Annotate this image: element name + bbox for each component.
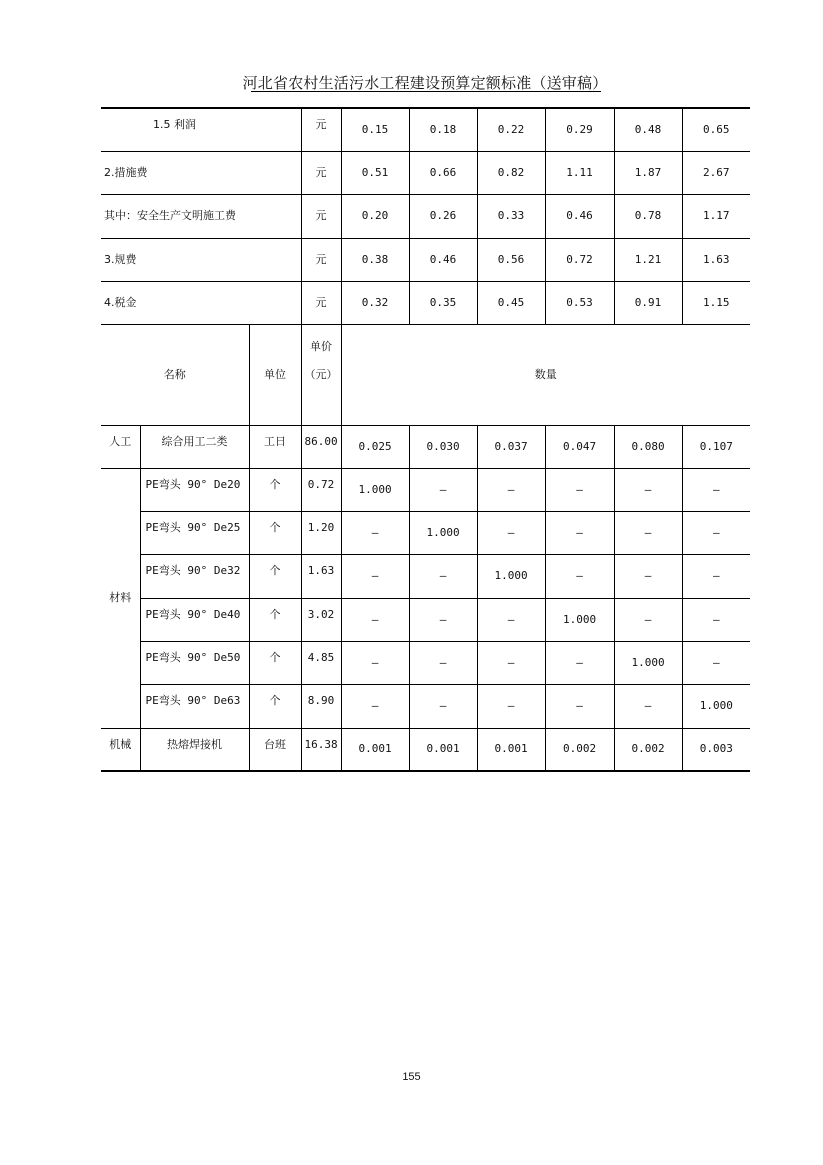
machinery-price: 16.38 (301, 728, 341, 771)
material-value: – (477, 511, 545, 554)
labor-value: 0.025 (341, 425, 409, 468)
material-value: – (477, 468, 545, 511)
fee-row-tax (101, 281, 750, 324)
material-name: PE弯头 90° De40 (140, 598, 249, 641)
material-name: PE弯头 90° De20 (140, 468, 249, 511)
material-value: 1.000 (682, 684, 750, 728)
header-name: 名称 (101, 324, 249, 425)
labor-row (101, 425, 750, 468)
material-row (101, 554, 750, 598)
material-name: PE弯头 90° De63 (140, 684, 249, 728)
fee-value: 1.15 (682, 281, 750, 324)
material-value: – (477, 598, 545, 641)
machinery-value: 0.001 (341, 728, 409, 771)
fee-value: 0.78 (614, 194, 682, 238)
material-price: 8.90 (301, 684, 341, 728)
machinery-unit: 台班 (249, 728, 301, 771)
fee-value: 1.21 (614, 238, 682, 281)
fee-name: 1.5 利润 (101, 108, 301, 151)
material-value: 1.000 (545, 598, 614, 641)
title-underline (251, 91, 601, 92)
labor-name: 综合用工二类 (140, 425, 249, 468)
material-price: 1.20 (301, 511, 341, 554)
fee-value: 0.82 (477, 151, 545, 194)
fee-value: 0.46 (409, 238, 477, 281)
fee-unit: 元 (301, 238, 341, 281)
fee-value: 0.46 (545, 194, 614, 238)
fee-row-regulatory (101, 238, 750, 281)
fee-unit: 元 (301, 281, 341, 324)
fee-value: 0.38 (341, 238, 409, 281)
fee-unit: 元 (301, 194, 341, 238)
material-value: – (341, 641, 409, 684)
fee-row-safety (101, 194, 750, 238)
material-name: PE弯头 90° De25 (140, 511, 249, 554)
material-row (101, 598, 750, 641)
fee-value: 2.67 (682, 151, 750, 194)
fee-name: 2.措施费 (101, 151, 301, 194)
material-unit: 个 (249, 641, 301, 684)
fee-value: 0.22 (477, 108, 545, 151)
labor-value: 0.047 (545, 425, 614, 468)
labor-category: 人工 (101, 425, 140, 468)
fee-value: 0.48 (614, 108, 682, 151)
material-row (101, 641, 750, 684)
material-value: – (545, 684, 614, 728)
header-quantity: 数量 (341, 324, 750, 425)
machinery-value: 0.002 (614, 728, 682, 771)
page-number: 155 (402, 1071, 421, 1083)
material-value: 1.000 (341, 468, 409, 511)
fee-value: 0.53 (545, 281, 614, 324)
fee-value: 0.51 (341, 151, 409, 194)
fee-unit: 元 (301, 151, 341, 194)
labor-value: 0.107 (682, 425, 750, 468)
material-value: – (545, 554, 614, 598)
machinery-name: 热熔焊接机 (140, 728, 249, 771)
material-value: 1.000 (614, 641, 682, 684)
material-value: – (682, 511, 750, 554)
material-unit: 个 (249, 468, 301, 511)
fee-value: 0.15 (341, 108, 409, 151)
quota-table (101, 107, 750, 772)
fee-value: 1.17 (682, 194, 750, 238)
fee-value: 1.63 (682, 238, 750, 281)
header-unit: 单位 (249, 324, 301, 425)
material-value: – (477, 641, 545, 684)
labor-value: 0.030 (409, 425, 477, 468)
fee-value: 0.33 (477, 194, 545, 238)
material-unit: 个 (249, 598, 301, 641)
material-row (101, 511, 750, 554)
material-name: PE弯头 90° De50 (140, 641, 249, 684)
material-value: – (545, 511, 614, 554)
machinery-value: 0.001 (409, 728, 477, 771)
material-value: – (409, 641, 477, 684)
material-unit: 个 (249, 511, 301, 554)
material-value: – (682, 641, 750, 684)
material-value: – (682, 598, 750, 641)
fee-value: 1.11 (545, 151, 614, 194)
fee-value: 0.65 (682, 108, 750, 151)
fee-value: 1.87 (614, 151, 682, 194)
material-value: – (409, 554, 477, 598)
material-price: 3.02 (301, 598, 341, 641)
fee-value: 0.45 (477, 281, 545, 324)
material-value: – (409, 468, 477, 511)
fee-name: 4.税金 (101, 281, 301, 324)
machinery-value: 0.003 (682, 728, 750, 771)
fee-value: 0.91 (614, 281, 682, 324)
fee-name: 其中：安全生产文明施工费 (101, 194, 301, 238)
labor-value: 0.037 (477, 425, 545, 468)
labor-value: 0.080 (614, 425, 682, 468)
fee-row-measures (101, 151, 750, 194)
fee-value: 0.18 (409, 108, 477, 151)
fee-unit: 元 (301, 108, 341, 151)
fee-row-profit (101, 108, 750, 151)
machinery-value: 0.001 (477, 728, 545, 771)
material-value: – (682, 468, 750, 511)
fee-name: 3.规费 (101, 238, 301, 281)
material-value: – (341, 554, 409, 598)
material-unit: 个 (249, 554, 301, 598)
material-row (101, 468, 750, 511)
material-value: – (614, 684, 682, 728)
machinery-value: 0.002 (545, 728, 614, 771)
material-price: 1.63 (301, 554, 341, 598)
fee-value: 0.29 (545, 108, 614, 151)
material-value: – (614, 598, 682, 641)
material-value: – (614, 554, 682, 598)
material-value: – (341, 511, 409, 554)
fee-value: 0.72 (545, 238, 614, 281)
fee-value: 0.35 (409, 281, 477, 324)
table-header-row (101, 324, 750, 425)
material-value: – (409, 598, 477, 641)
fee-value: 0.32 (341, 281, 409, 324)
fee-value: 0.66 (409, 151, 477, 194)
material-value: 1.000 (477, 554, 545, 598)
material-value: 1.000 (409, 511, 477, 554)
material-value: – (341, 684, 409, 728)
fee-value: 0.56 (477, 238, 545, 281)
header-price-line1: 单价 (310, 339, 333, 353)
material-value: – (545, 468, 614, 511)
material-price: 0.72 (301, 468, 341, 511)
material-value: – (545, 641, 614, 684)
material-value: – (341, 598, 409, 641)
material-value: – (477, 684, 545, 728)
material-name: PE弯头 90° De32 (140, 554, 249, 598)
fee-value: 0.20 (341, 194, 409, 238)
header-price (301, 324, 341, 425)
material-value: – (682, 554, 750, 598)
material-price: 4.85 (301, 641, 341, 684)
material-unit: 个 (249, 684, 301, 728)
material-row (101, 684, 750, 728)
machinery-row (101, 728, 750, 771)
material-value: – (409, 684, 477, 728)
document-title: 河北省农村生活污水工程建设预算定额标准（送审稿） (242, 74, 608, 92)
labor-price: 86.00 (301, 425, 341, 468)
machinery-category: 机械 (101, 728, 140, 771)
material-value: – (614, 468, 682, 511)
materials-category: 材料 (101, 468, 140, 728)
header-price-line2: （元） (304, 367, 338, 381)
fee-value: 0.26 (409, 194, 477, 238)
labor-unit: 工日 (249, 425, 301, 468)
material-value: – (614, 511, 682, 554)
